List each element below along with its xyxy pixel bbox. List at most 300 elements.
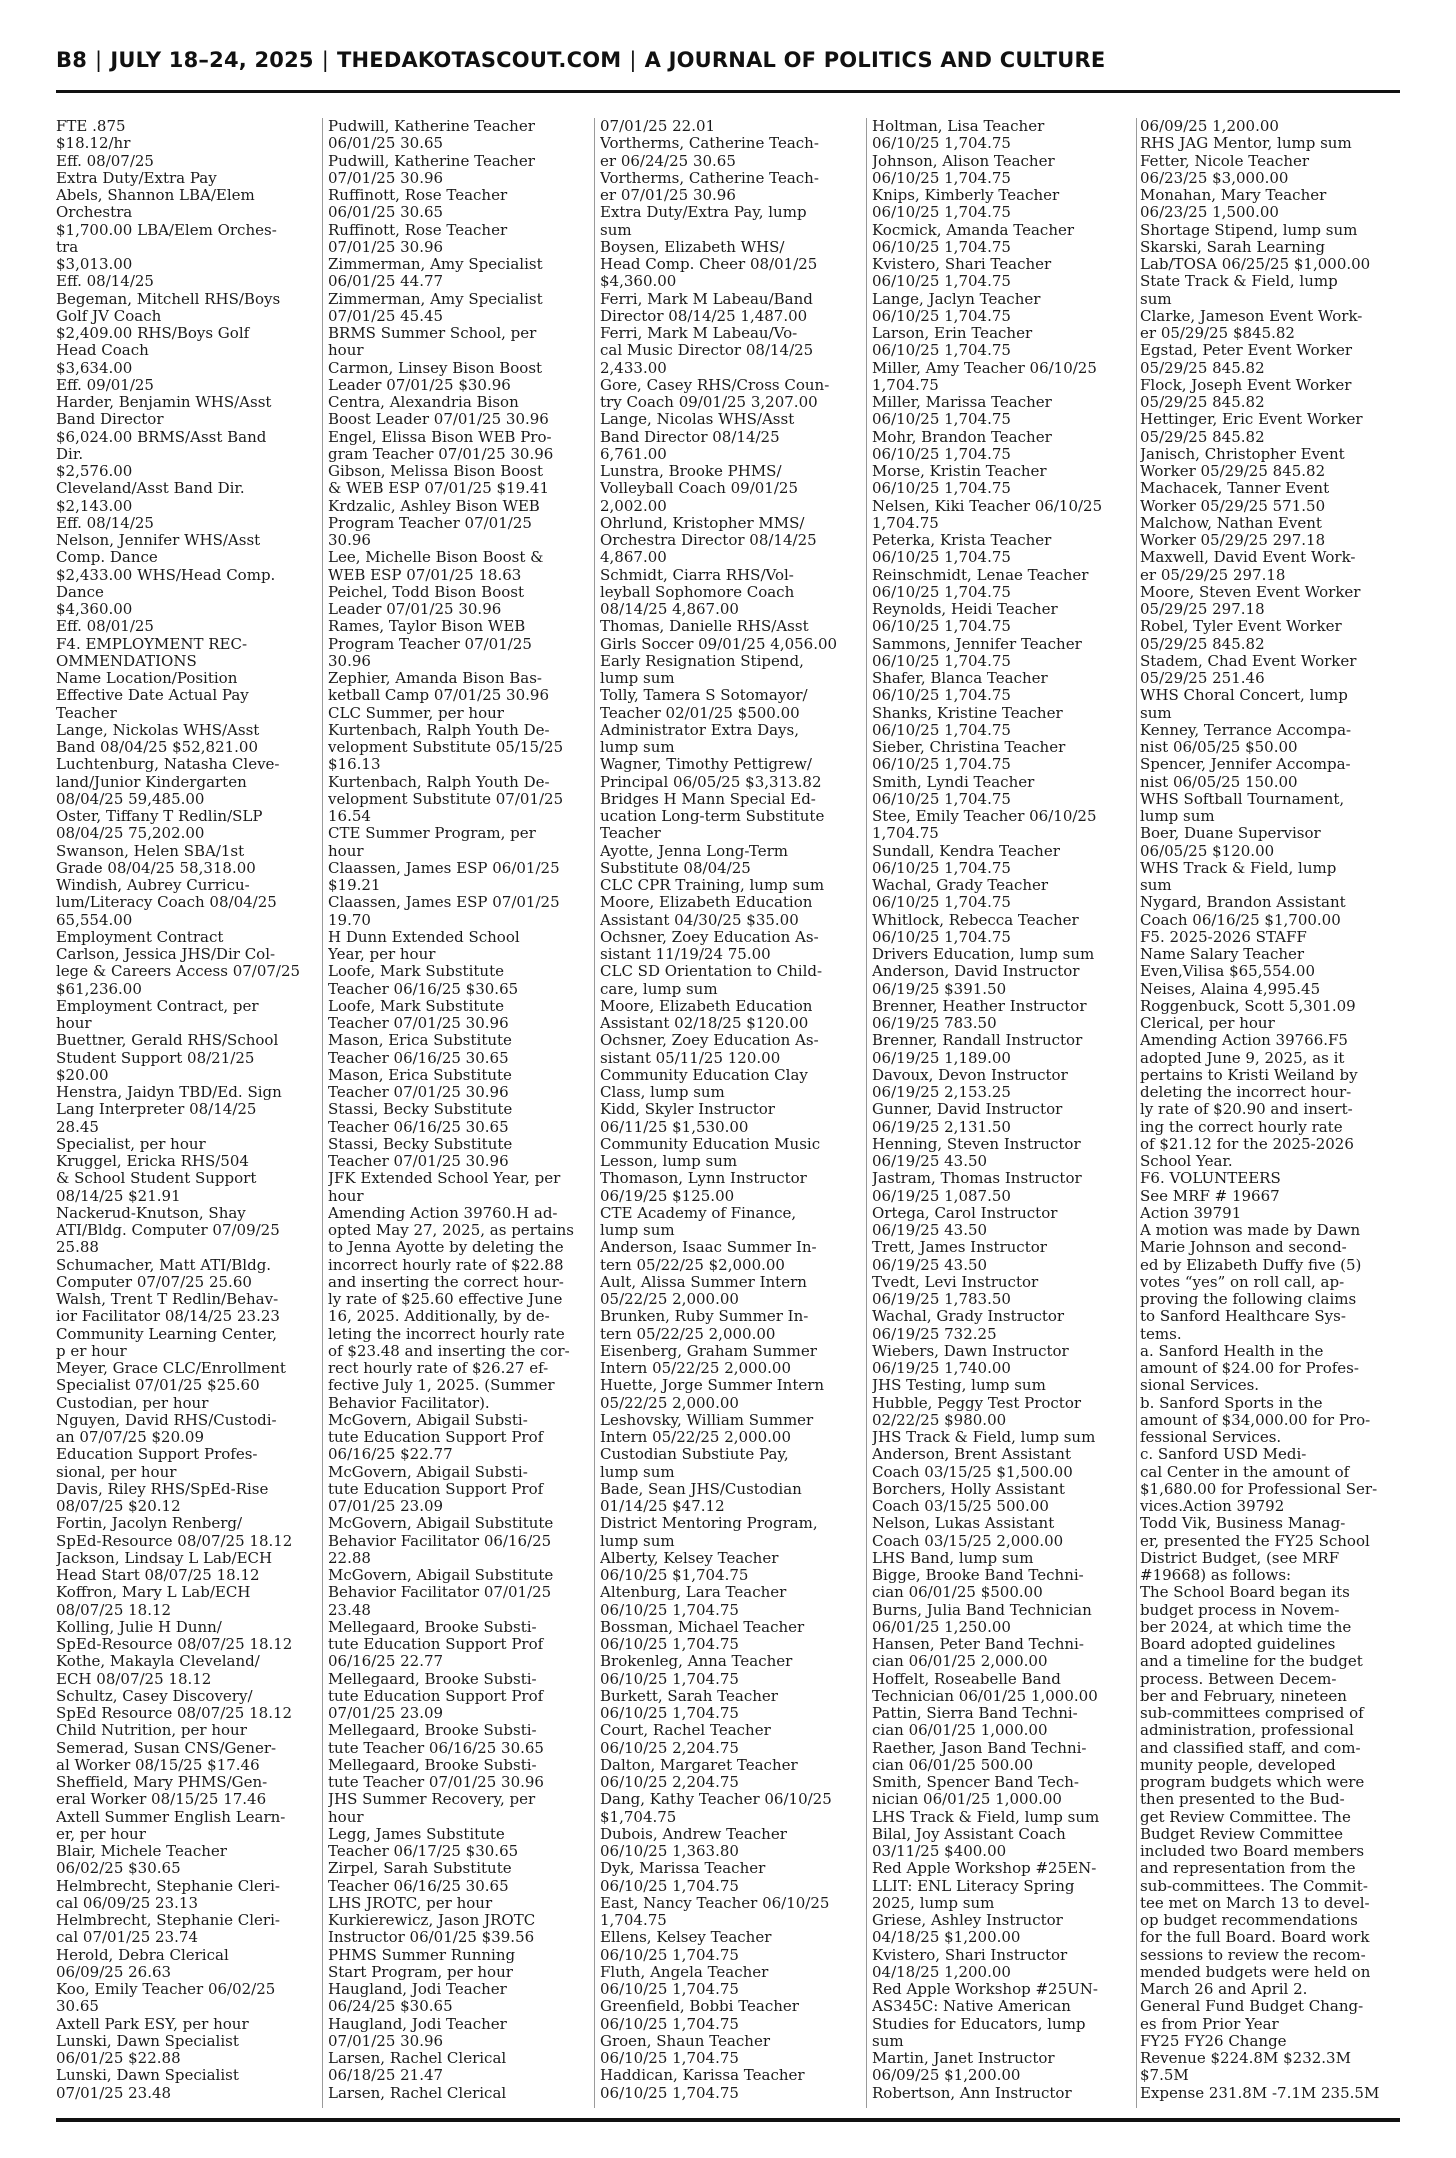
- notice-line: Krdzalic, Ashley Bison WEB: [328, 497, 540, 515]
- notice-line: 06/10/25 1,704.75: [600, 1601, 739, 1619]
- text-column-1: [56, 118, 316, 2108]
- notice-line: 06/19/25 1,189.00: [872, 1049, 1011, 1067]
- notice-line: Leader 07/01/25 $30.96: [328, 376, 511, 394]
- notice-line: 06/10/25 1,704.75: [600, 1705, 739, 1722]
- notice-line: Shortage Stipend, lump sum: [1140, 221, 1358, 239]
- notice-line: Employment Contract: [56, 928, 224, 946]
- notice-line: tra: [56, 238, 79, 256]
- notice-line: amount of $24.00 for Profes-: [1140, 1360, 1359, 1377]
- notice-line: JHS Track & Field, lump sum: [872, 1429, 1096, 1446]
- page-number: B8: [56, 48, 88, 72]
- notice-line: Vortherms, Catherine Teach-: [600, 135, 819, 153]
- notice-line: try Coach 09/01/25 3,207.00: [600, 394, 818, 411]
- notice-line: H Dunn Extended School: [328, 928, 520, 946]
- notice-line: Drivers Education, lump sum: [872, 946, 1095, 963]
- notice-line: sional Services.: [1140, 1377, 1260, 1395]
- notice-line: sistant 11/19/24 75.00: [600, 946, 771, 963]
- notice-line: Band 08/04/25 $52,821.00: [56, 739, 259, 756]
- notice-line: 05/22/25 2,000.00: [600, 1394, 739, 1412]
- notice-line: 06/10/25 1,704.75: [872, 652, 1011, 670]
- notice-line: Altenburg, Lara Teacher: [600, 1584, 787, 1602]
- notice-line: ATI/Bldg. Computer 07/09/25: [56, 1222, 280, 1239]
- notice-line: Wachal, Grady Instructor: [872, 1308, 1065, 1326]
- notice-line: administration, professional: [1140, 1722, 1354, 1740]
- notice-line: Volleyball Coach 09/01/25: [600, 480, 798, 498]
- notice-line: 06/02/25 $30.65: [56, 1860, 181, 1878]
- notice-line: er, presented the FY25 School: [1140, 1532, 1370, 1550]
- notice-line: Shafer, Blanca Teacher: [872, 670, 1048, 687]
- notice-line: cal 07/01/25 23.74: [56, 1929, 198, 1947]
- notice-line: Sundall, Kendra Teacher: [872, 842, 1060, 860]
- notice-line: $1,680.00 for Professional Ser-: [1140, 1480, 1378, 1498]
- notice-line: Luchtenburg, Natasha Cleve-: [56, 756, 280, 774]
- notice-line: Education Support Profes-: [56, 1446, 258, 1464]
- notice-line: Ohrlund, Kristopher MMS/: [600, 514, 805, 532]
- notice-line: Neises, Alaina 4,995.45: [1140, 980, 1321, 998]
- notice-line: of $21.12 for the 2025-2026: [1140, 1135, 1354, 1153]
- notice-line: 2,433.00: [600, 359, 667, 377]
- notice-line: 06/10/25 1,704.75: [872, 445, 1011, 463]
- notice-line: nist 06/05/25 150.00: [1140, 773, 1298, 791]
- notice-line: eral Worker 08/15/25 17.46: [56, 1791, 267, 1809]
- notice-line: Custodian Substiute Pay,: [600, 1446, 789, 1464]
- notice-line: Carlson, Jessica JHS/Dir Col-: [56, 946, 276, 963]
- notice-line: Engel, Elissa Bison WEB Pro-: [328, 428, 552, 446]
- notice-line: mended budgets were held on: [1140, 1963, 1371, 1981]
- notice-line: 06/19/25 783.50: [872, 1015, 997, 1032]
- notice-line: $20.00: [56, 1066, 109, 1084]
- notice-line: McGovern, Abigail Substi-: [328, 1463, 528, 1481]
- notice-line: Anderson, David Instructor: [872, 963, 1080, 981]
- notice-line: and a timeline for the budget: [1140, 1653, 1363, 1671]
- notice-line: LHS JROTC, per hour: [328, 1894, 493, 1912]
- notice-line: tute Education Support Prof: [328, 1480, 544, 1498]
- notice-line: JFK Extended School Year, per: [328, 1170, 561, 1188]
- notice-line: Mellegaard, Brooke Substi-: [328, 1670, 537, 1688]
- notice-line: Larsen, Rachel Clerical: [328, 2050, 507, 2067]
- notice-line: 28.45: [56, 1118, 99, 1136]
- notice-line: McGovern, Abigail Substitute: [328, 1567, 554, 1584]
- notice-line: 07/01/25 23.09: [328, 1705, 444, 1722]
- notice-line: Teacher 07/01/25 30.96: [328, 1015, 509, 1032]
- notice-line: 06/09/25 $1,200.00: [872, 2067, 1021, 2085]
- notice-line: 06/10/25 1,704.75: [872, 169, 1011, 187]
- notice-line: 06/10/25 1,704.75: [600, 2084, 739, 2102]
- notice-line: Haugland, Jodi Teacher: [328, 2015, 507, 2033]
- notice-line: Shanks, Kristine Teacher: [872, 704, 1063, 722]
- notice-line: 06/19/25 43.50: [872, 1153, 988, 1170]
- notice-line: Cleveland/Asst Band Dir.: [56, 480, 245, 498]
- site-link[interactable]: THEDAKOTASCOUT.COM: [336, 48, 622, 72]
- notice-line: 16.54: [328, 808, 371, 825]
- notice-line: ly rate of $20.90 and insert-: [1140, 1101, 1353, 1119]
- notice-line: Ruffinott, Rose Teacher: [328, 221, 508, 239]
- notice-line: $2,576.00: [56, 463, 133, 480]
- notice-line: b. Sanford Sports in the: [1140, 1394, 1323, 1412]
- notice-line: 08/14/25 $21.91: [56, 1187, 181, 1205]
- notice-line: Worker 05/29/25 297.18: [1140, 532, 1326, 549]
- page-header: [56, 48, 1400, 84]
- notice-line: Loofe, Mark Substitute: [328, 963, 504, 981]
- notice-line: care, lump sum: [600, 980, 718, 998]
- notice-line: Grade 08/04/25 58,318.00: [56, 859, 256, 877]
- notice-line: ly rate of $25.60 effective June: [328, 1291, 563, 1308]
- notice-line: Child Nutrition, per hour: [56, 1722, 247, 1740]
- notice-line: Hubble, Peggy Test Proctor: [872, 1394, 1082, 1412]
- notice-line: RHS JAG Mentor, lump sum: [1140, 135, 1352, 153]
- notice-line: 06/19/25 732.25: [872, 1325, 997, 1343]
- notice-line: PHMS Summer Running: [328, 1946, 516, 1964]
- notice-line: Lee, Michelle Bison Boost &: [328, 549, 544, 567]
- notice-line: Lunstra, Brooke PHMS/: [600, 463, 782, 480]
- column-divider: [322, 118, 323, 2108]
- notice-line: Zimmerman, Amy Specialist: [328, 290, 543, 308]
- notice-line: 06/10/25 1,704.75: [872, 480, 1011, 498]
- notice-line: Dir.: [56, 445, 84, 463]
- notice-line: Even,Vilisa $65,554.00: [1140, 963, 1315, 981]
- notice-line: Fetter, Nicole Teacher: [1140, 152, 1310, 170]
- notice-line: Schmidt, Ciarra RHS/Vol-: [600, 566, 794, 584]
- notice-line: Substitute 08/04/25: [600, 859, 751, 877]
- notice-line: sum: [1140, 290, 1172, 308]
- notice-line: & WEB ESP 07/01/25 $19.41: [328, 480, 549, 498]
- notice-line: p er hour: [56, 1342, 127, 1360]
- notice-line: Robel, Tyler Event Worker: [1140, 618, 1342, 636]
- notice-line: lump sum: [600, 1222, 675, 1239]
- notice-line: er, per hour: [56, 1825, 146, 1843]
- notice-line: Fluth, Angela Teacher: [600, 1963, 769, 1981]
- notice-line: Gunner, David Instructor: [872, 1101, 1063, 1119]
- notice-line: Kvistero, Shari Instructor: [872, 1946, 1068, 1964]
- notice-line: Program Teacher 07/01/25: [328, 514, 532, 532]
- notice-line: c. Sanford USD Medi-: [1140, 1446, 1307, 1464]
- notice-line: 06/10/25 1,704.75: [600, 1670, 739, 1688]
- notice-line: 05/29/25 251.46: [1140, 670, 1265, 687]
- notice-line: 06/10/25 1,704.75: [872, 894, 1011, 912]
- notice-line: 1,704.75: [872, 514, 939, 532]
- notice-line: Carmon, Linsey Bison Boost: [328, 359, 543, 377]
- notice-line: fessional Services.: [1140, 1429, 1282, 1446]
- notice-line: Lange, Jaclyn Teacher: [872, 290, 1041, 308]
- notice-line: Axtell Park ESY, per hour: [56, 2015, 249, 2033]
- notice-line: of $23.48 and inserting the cor-: [328, 1342, 570, 1360]
- notice-line: Johnson, Alison Teacher: [872, 152, 1055, 170]
- notice-line: CLC SD Orientation to Child-: [600, 963, 823, 981]
- notice-line: cal Center in the amount of: [1140, 1463, 1350, 1481]
- notice-line: Bridges H Mann Special Ed-: [600, 790, 816, 808]
- notice-line: ECH 08/07/25 18.12: [56, 1670, 212, 1688]
- notice-line: Wiebers, Dawn Instructor: [872, 1342, 1069, 1360]
- notice-line: Whitlock, Rebecca Teacher: [872, 911, 1079, 929]
- notice-line: velopment Substitute 07/01/25: [328, 790, 564, 808]
- notice-line: JHS Testing, lump sum: [872, 1377, 1046, 1395]
- notice-line: Eff. 08/07/25: [56, 152, 154, 170]
- notice-line: Leader 07/01/25 30.96: [328, 601, 502, 618]
- notice-line: Reynolds, Heidi Teacher: [872, 601, 1058, 618]
- notice-line: Windish, Aubrey Curricu-: [56, 877, 250, 894]
- notice-line: Walsh, Trent T Redlin/Behav-: [56, 1291, 279, 1308]
- notice-line: Wachal, Grady Teacher: [872, 877, 1049, 894]
- notice-line: Hansen, Peter Band Techni-: [872, 1636, 1084, 1653]
- notice-line: 06/11/25 $1,530.00: [600, 1118, 749, 1136]
- notice-line: tems.: [1140, 1325, 1182, 1343]
- notice-line: munity people, developed: [1140, 1756, 1336, 1774]
- notice-line: Hoffelt, Roseabelle Band: [872, 1670, 1061, 1688]
- notice-line: Pattin, Sierra Band Techni-: [872, 1705, 1078, 1722]
- notice-line: sistant 05/11/25 120.00: [600, 1049, 781, 1067]
- notice-line: WHS Softball Tournament,: [1140, 790, 1345, 808]
- notice-line: Ferri, Mark M Labeau/Band: [600, 290, 813, 308]
- column-divider: [866, 118, 867, 2108]
- notice-line: Moore, Elizabeth Education: [600, 894, 813, 912]
- notice-line: Loofe, Mark Substitute: [328, 997, 504, 1015]
- notice-line: program budgets which were: [1140, 1774, 1365, 1791]
- notice-line: SpEd-Resource 08/07/25 18.12: [56, 1636, 293, 1653]
- notice-line: Henstra, Jaidyn TBD/Ed. Sign: [56, 1084, 282, 1101]
- notice-line: 08/07/25 $20.12: [56, 1498, 181, 1515]
- notice-line: 1,704.75: [872, 825, 939, 843]
- notice-line: McGovern, Abigail Substitute: [328, 1515, 554, 1533]
- notice-line: Henning, Steven Instructor: [872, 1135, 1081, 1153]
- notice-line: votes “yes” on roll call, ap-: [1140, 1273, 1345, 1291]
- notice-line: Pudwill, Katherine Teacher: [328, 118, 535, 135]
- notice-line: 06/10/25 1,704.75: [872, 273, 1011, 291]
- notice-line: sum: [600, 221, 632, 239]
- notice-line: Bigge, Brooke Band Techni-: [872, 1567, 1084, 1584]
- notice-line: $2,433.00 WHS/Head Comp.: [56, 566, 276, 584]
- notice-line: Meyer, Grace CLC/Enrollment: [56, 1360, 286, 1377]
- notice-line: Red Apple Workshop #25UN-: [872, 1981, 1098, 1998]
- notice-line: hour: [328, 1808, 364, 1826]
- notice-line: Teacher 06/17/25 $30.65: [328, 1843, 519, 1860]
- notice-line: 1,704.75: [600, 1912, 667, 1929]
- notice-line: Boost Leader 07/01/25 30.96: [328, 411, 549, 429]
- header-separator: |: [95, 48, 103, 72]
- notice-line: Legg, James Substitute: [328, 1825, 505, 1843]
- notice-line: JHS Summer Recovery, per: [328, 1791, 536, 1809]
- notice-line: 06/10/25 1,704.75: [872, 721, 1011, 739]
- notice-line: Technician 06/01/25 1,000.00: [872, 1687, 1098, 1705]
- notice-line: Haugland, Jodi Teacher: [328, 1981, 507, 1998]
- notice-line: Mohr, Brandon Teacher: [872, 428, 1052, 446]
- notice-line: Kurkierewicz, Jason JROTC: [328, 1912, 536, 1929]
- notice-line: Bilal, Joy Assistant Coach: [872, 1825, 1066, 1843]
- notice-line: an 07/07/25 $20.09: [56, 1429, 204, 1446]
- notice-line: 03/11/25 $400.00: [872, 1843, 1007, 1860]
- notice-line: Smith, Lyndi Teacher: [872, 773, 1035, 791]
- notice-line: lum/Literacy Coach 08/04/25: [56, 894, 277, 912]
- notice-line: Intern 05/22/25 2,000.00: [600, 1429, 792, 1446]
- notice-line: Nelsen, Kiki Teacher 06/10/25: [872, 497, 1103, 515]
- notice-line: ior Facilitator 08/14/25 23.23: [56, 1308, 280, 1326]
- notice-line: Fortin, Jacolyn Renberg/: [56, 1515, 243, 1533]
- notice-line: & School Student Support: [56, 1170, 257, 1188]
- notice-line: 30.96: [328, 532, 371, 549]
- notice-line: Sammons, Jennifer Teacher: [872, 635, 1082, 653]
- notice-line: Mellegaard, Brooke Substi-: [328, 1756, 537, 1774]
- notice-line: LHS Track & Field, lump sum: [872, 1808, 1100, 1826]
- notice-line: Marie Johnson and second-: [1140, 1239, 1347, 1257]
- notice-line: Intern 05/22/25 2,000.00: [600, 1360, 792, 1377]
- notice-line: Administrator Extra Days,: [600, 721, 799, 739]
- notice-line: 2025, lump sum: [872, 1894, 995, 1912]
- notice-line: Kvistero, Shari Teacher: [872, 256, 1052, 273]
- notice-line: District Budget, (see MRF: [1140, 1549, 1340, 1567]
- notice-line: ber and February, nineteen: [1140, 1687, 1347, 1705]
- notice-line: 30.96: [328, 652, 371, 670]
- notice-line: 06/10/25 1,704.75: [872, 204, 1011, 222]
- notice-line: Start Program, per hour: [328, 1963, 513, 1981]
- notice-line: Mason, Erica Substitute: [328, 1032, 512, 1050]
- notice-line: amount of $34,000.00 for Pro-: [1140, 1411, 1371, 1429]
- notice-line: Nygard, Brandon Assistant: [1140, 894, 1346, 912]
- notice-line: ed by Elizabeth Duffy five (5): [1140, 1256, 1362, 1274]
- notice-line: Janisch, Christopher Event: [1140, 445, 1345, 463]
- notice-line: 06/10/25 1,704.75: [872, 859, 1011, 877]
- notice-line: 6,761.00: [600, 445, 667, 463]
- notice-line: ber 2024, at which time the: [1140, 1618, 1352, 1636]
- notice-line: Huette, Jorge Summer Intern: [600, 1377, 825, 1395]
- notice-line: sum: [1140, 877, 1172, 894]
- notice-line: sum: [872, 2032, 904, 2050]
- notice-line: 06/10/25 1,704.75: [600, 2050, 739, 2067]
- notice-line: tute Teacher 06/16/25 30.65: [328, 1739, 544, 1757]
- notice-line: Name Location/Position: [56, 670, 238, 687]
- notice-line: Hettinger, Eric Event Worker: [1140, 411, 1363, 429]
- notice-line: land/Junior Kindergarten: [56, 773, 247, 791]
- notice-line: 06/10/25 2,204.75: [600, 1774, 739, 1791]
- notice-line: Kidd, Skyler Instructor: [600, 1101, 775, 1119]
- notice-line: 22.88: [328, 1549, 371, 1567]
- notice-line: CLC CPR Training, lump sum: [600, 877, 825, 894]
- notice-line: Dubois, Andrew Teacher: [600, 1825, 787, 1843]
- notice-line: Morse, Kristin Teacher: [872, 463, 1047, 480]
- notice-line: Buettner, Gerald RHS/School: [56, 1032, 279, 1050]
- notice-line: hour: [328, 342, 364, 360]
- notice-line: to Jenna Ayotte by deleting the: [328, 1239, 564, 1257]
- notice-line: 06/24/25 $30.65: [328, 1998, 453, 2016]
- notice-line: Lab/TOSA 06/25/25 $1,000.00: [1140, 256, 1371, 273]
- notice-line: 06/10/25 1,704.75: [872, 928, 1011, 946]
- notice-line: hour: [328, 1187, 364, 1205]
- notice-line: Stadem, Chad Event Worker: [1140, 652, 1357, 670]
- notice-line: East, Nancy Teacher 06/10/25: [600, 1894, 830, 1912]
- notice-line: Rames, Taylor Bison WEB: [328, 618, 526, 636]
- notice-line: 06/10/25 1,704.75: [872, 756, 1011, 774]
- notice-line: tute Education Support Prof: [328, 1687, 544, 1705]
- notice-line: Teacher 02/01/25 $500.00: [600, 704, 800, 722]
- notice-line: 05/29/25 845.82: [1140, 359, 1265, 377]
- notice-line: Tolly, Tamera S Sotomayor/: [600, 687, 808, 705]
- notice-line: 06/18/25 21.47: [328, 2067, 444, 2085]
- notice-line: Griese, Ashley Instructor: [872, 1912, 1063, 1929]
- notice-line: Greenfield, Bobbi Teacher: [600, 1998, 799, 2016]
- notice-line: Skarski, Sarah Learning: [1140, 238, 1326, 256]
- notice-line: Coach 06/16/25 $1,700.00: [1140, 911, 1341, 929]
- notice-line: 06/09/25 1,200.00: [1140, 118, 1279, 135]
- notice-line: Zephier, Amanda Bison Bas-: [328, 670, 542, 687]
- notice-line: er 07/01/25 30.96: [600, 187, 736, 204]
- notice-line: Custodian, per hour: [56, 1394, 209, 1412]
- notice-line: Amending Action 39760.H ad-: [328, 1204, 558, 1222]
- text-column-5: [1140, 118, 1400, 2108]
- notice-line: LHS Band, lump sum: [872, 1549, 1034, 1567]
- notice-line: $18.12/hr: [56, 135, 131, 153]
- notice-line: Mason, Erica Substitute: [328, 1066, 512, 1084]
- notice-line: Bade, Sean JHS/Custodian: [600, 1480, 802, 1498]
- notice-line: process. Between Decem-: [1140, 1670, 1337, 1688]
- notice-line: 06/16/25 22.77: [328, 1653, 444, 1671]
- notice-line: March 26 and April 2.: [1140, 1981, 1308, 1998]
- notice-line: A motion was made by Dawn: [1140, 1222, 1361, 1239]
- notice-line: Alberty, Kelsey Teacher: [600, 1549, 779, 1567]
- notice-line: SpEd Resource 08/07/25 18.12: [56, 1705, 293, 1722]
- notice-line: 08/04/25 75,202.00: [56, 825, 205, 843]
- notice-line: Effective Date Actual Pay: [56, 687, 249, 705]
- notice-line: $4,360.00: [56, 601, 133, 618]
- notice-line: 65,554.00: [56, 911, 133, 929]
- notice-line: Stassi, Becky Substitute: [328, 1135, 513, 1153]
- notice-line: Teacher: [56, 704, 117, 722]
- notice-line: 06/10/25 1,363.80: [600, 1843, 739, 1860]
- notice-line: 4,867.00: [600, 549, 667, 567]
- notice-line: WHS Choral Concert, lump: [1140, 687, 1348, 705]
- notice-line: Ellens, Kelsey Teacher: [600, 1929, 772, 1947]
- notice-line: Miller, Amy Teacher 06/10/25: [872, 359, 1097, 377]
- notice-line: Moore, Elizabeth Education: [600, 997, 813, 1015]
- notice-line: deleting the incorrect hour-: [1140, 1084, 1352, 1101]
- notice-line: Mellegaard, Brooke Substi-: [328, 1618, 537, 1636]
- notice-line: 1,704.75: [872, 376, 939, 394]
- notice-line: See MRF # 19667: [1140, 1187, 1280, 1205]
- notice-line: Groen, Shaun Teacher: [600, 2032, 770, 2050]
- notice-line: 06/10/25 1,704.75: [872, 687, 1011, 705]
- notice-line: Spencer, Jennifer Accompa-: [1140, 756, 1351, 774]
- notice-line: School Year.: [1140, 1153, 1233, 1170]
- notice-line: Lesson, lump sum: [600, 1153, 738, 1170]
- notice-line: Assistant 02/18/25 $120.00: [600, 1015, 809, 1032]
- notice-line: lump sum: [600, 670, 675, 687]
- notice-line: Claassen, James ESP 07/01/25: [328, 894, 560, 912]
- notice-line: Stee, Emily Teacher 06/10/25: [872, 808, 1097, 825]
- notice-line: cian 06/01/25 1,000.00: [872, 1722, 1048, 1740]
- notice-line: 07/01/25 22.01: [600, 118, 716, 135]
- notice-line: included two Board members: [1140, 1843, 1365, 1860]
- notice-line: Coach 03/15/25 2,000.00: [872, 1532, 1064, 1550]
- column-divider: [1136, 118, 1137, 2108]
- notice-line: 06/01/25 30.65: [328, 135, 444, 153]
- notice-line: er 05/29/25 297.18: [1140, 566, 1286, 584]
- notice-line: 06/01/25 $22.88: [56, 2050, 181, 2067]
- notice-line: proving the following claims: [1140, 1291, 1357, 1308]
- notice-line: Teacher: [600, 825, 661, 843]
- notice-line: Instructor 06/01/25 $39.56: [328, 1929, 535, 1947]
- notice-line: 07/01/25 30.96: [328, 169, 444, 187]
- notice-line: #19668) as follows:: [1140, 1567, 1292, 1584]
- notice-line: Zirpel, Sarah Substitute: [328, 1860, 512, 1878]
- notice-line: velopment Substitute 05/15/25: [328, 739, 564, 756]
- notice-line: 06/19/25 1,087.50: [872, 1187, 1011, 1205]
- notice-line: 06/19/25 1,740.00: [872, 1360, 1011, 1377]
- notice-line: ing the correct hourly rate: [1140, 1118, 1343, 1136]
- notice-line: Burns, Julia Band Technician: [872, 1601, 1092, 1619]
- notice-line: McGovern, Abigail Substi-: [328, 1411, 528, 1429]
- notice-line: and classified staff, and com-: [1140, 1739, 1361, 1757]
- issue-date: JULY 18–24, 2025: [110, 48, 314, 72]
- notice-line: $4,360.00: [600, 273, 677, 291]
- notice-line: 07/01/25 30.96: [328, 2032, 444, 2050]
- notice-line: Lunski, Dawn Specialist: [56, 2032, 239, 2050]
